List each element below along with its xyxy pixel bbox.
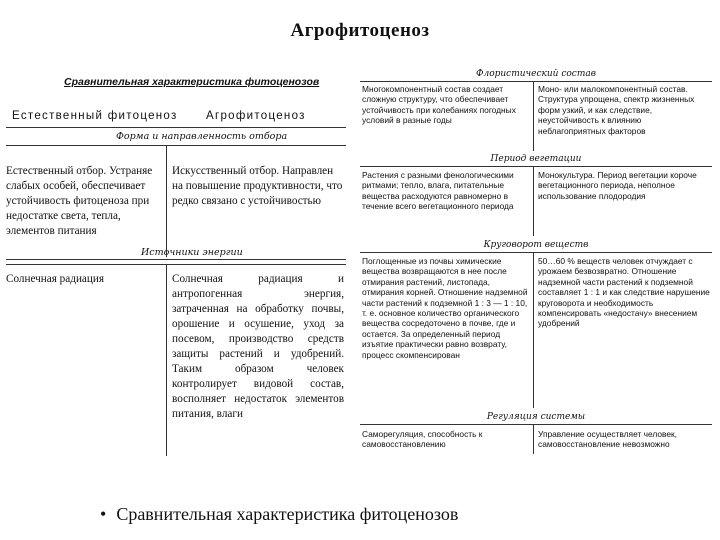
divider <box>360 81 712 82</box>
section-heading-flora: Флористический состав <box>476 69 596 79</box>
right-comparison-table <box>360 68 712 460</box>
divider <box>6 259 346 260</box>
bullet-caption <box>100 504 458 525</box>
divider <box>360 424 712 425</box>
vegetation-natural-text: Растения с разными фенологическими ритмами; тепло, влага, питательные вещества расходуются равномерно в течение всего вегетационного периода <box>362 170 514 212</box>
bullet-point: • <box>100 504 107 524</box>
cycle-agro-text: 50…60 % веществ человек отчуждает с урожаем безвозвратно. Отношение надземной части растений к подземной составляет 1 : 1 и как следствие нарушение круговорота и необходимость компенсировать «недостачу» внесением удобрений <box>538 256 710 329</box>
selection-agro-text: Искусственный отбор. Направлен на повышение продуктивности, что редко связано с устойчивостью <box>172 165 343 207</box>
section-heading-regulation: Регуляция системы <box>486 412 586 422</box>
flora-natural-text: Многокомпонентный состав создает сложную структуру, что обеспечивает устойчивость при колебаниях погодных условий в разные годы <box>362 84 516 126</box>
divider <box>6 127 346 128</box>
column-divider <box>533 252 534 408</box>
energy-natural-text: Солнечная радиация <box>6 273 105 285</box>
cycle-natural-text: Поглощенные из почвы химические вещества возвращаются в нее после отмирания растений, листопада, отмирания корней. Отношение надземной части растений к подземной 1 : 3 — 1 : 10, т. е. основное количество органического вещества сосредоточено в почве, где и остается. За определенный период изъятие практически равно возврату, процесс скомпенсирован <box>362 256 528 360</box>
section-heading-vegetation: Период вегетации <box>490 154 582 164</box>
energy-agro-text: Солнечная радиация и антропогенная энергия, затраченная на обработку почвы, орошение и осушение, уход за посевом, производство средств защиты растений и удобрений. Таким образом человек контролирует видовой состав, восполняет недостаток элементов питания, влаги <box>172 273 344 420</box>
section-heading-cycle: Круговорот веществ <box>483 240 589 250</box>
column-divider <box>166 264 167 456</box>
regulation-agro-text: Управление осуществляет человек, самовосстановление невозможно <box>538 429 677 450</box>
table-title: Сравнительная характеристика фитоценозов <box>64 76 320 88</box>
divider <box>6 264 346 265</box>
column-divider <box>533 166 534 236</box>
column-divider <box>533 424 534 454</box>
left-comparison-table <box>6 76 346 458</box>
column-header-natural: Естественный фитоценоз <box>12 110 178 122</box>
divider <box>360 166 712 167</box>
vegetation-agro-text: Монокультура. Период вегетации короче вегетационного периода, неполное использование плодородия <box>538 170 697 201</box>
flora-agro-text: Моно- или малокомпонентный состав. Структура упрощена, спектр жизненных форм узкий, и как следствие, неустойчивость к влиянию неблагоприятных факторов <box>538 84 695 136</box>
regulation-natural-text: Саморегуляция, способность к самовосстановлению <box>362 429 483 450</box>
divider <box>6 145 346 146</box>
section-heading-energy: Источники энергии <box>141 247 243 258</box>
section-heading-selection: Форма и направленность отбора <box>116 131 288 142</box>
bullet-text: Сравнительная характеристика фитоценозов <box>116 504 459 524</box>
selection-natural-text: Естественный отбор. Устраняе слабых особей, обеспечивает устойчивость фитоценоза при недостатке света, тепла, элементов питания <box>6 165 153 237</box>
divider <box>360 252 712 253</box>
column-header-agro: Агрофитоценоз <box>206 110 306 122</box>
column-divider <box>533 81 534 151</box>
column-divider <box>166 145 167 257</box>
page-title: Агрофитоценоз <box>290 20 430 41</box>
